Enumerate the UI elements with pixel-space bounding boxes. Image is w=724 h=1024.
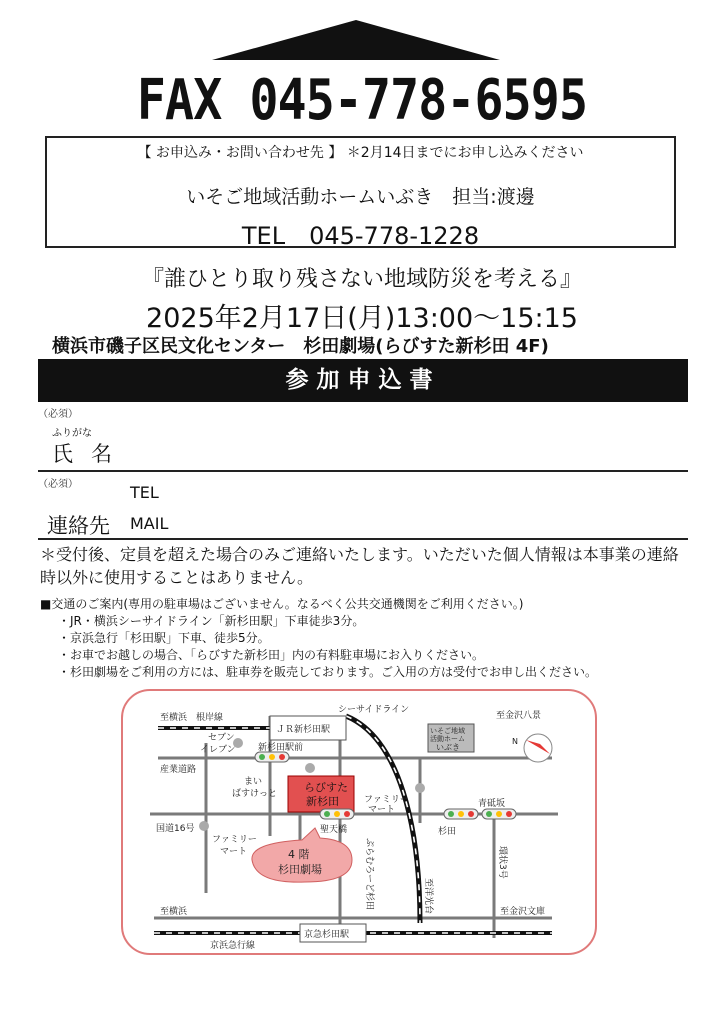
label-to-yokohama-negishi: 至横浜 根岸線 — [160, 713, 224, 723]
label-labista-2: 新杉田 — [306, 795, 339, 808]
contact-field-line[interactable] — [38, 538, 688, 540]
transport-heading: ■交通のご案内(専用の駐車場はございません。なるべく公共交通機関をご利用ください。) — [40, 597, 524, 611]
name-label: 氏名 — [52, 442, 130, 466]
label-theater: 杉田劇場 — [278, 863, 322, 876]
store-marker — [305, 763, 315, 773]
label-floor: 4 階 — [288, 848, 310, 861]
event-venue: 横浜市磯子区民文化センター 杉田劇場(らびすた新杉田 4F) — [52, 336, 549, 357]
north-compass-icon — [524, 734, 552, 762]
label-seven-2: イレブン — [200, 745, 236, 755]
label-route16: 国道16号 — [156, 824, 195, 834]
fax-number: FAX 045-778-6595 — [136, 68, 588, 133]
required-mark-contact: （必須） — [38, 479, 78, 490]
label-seijibashi: 聖天橋 — [320, 825, 348, 835]
store-marker — [199, 821, 209, 831]
roof-triangle-shape — [212, 20, 500, 60]
label-keikyu-sugita: 京急杉田駅 — [304, 930, 350, 940]
contact-box — [45, 136, 676, 248]
label-puramuro: ぷらむろーど杉田 — [364, 838, 374, 911]
label-ibuki-3: いぶき — [436, 743, 460, 752]
label-station-front: 新杉田駅前 — [258, 743, 304, 753]
privacy-notice: ＊受付後、定員を超えた場合のみご連絡いたします。いただいた個人情報は本事業の連絡時以外に使用することはありません。 — [40, 545, 679, 587]
label-kanjo3: 環状3号 — [497, 846, 507, 879]
label-north: N — [512, 737, 518, 746]
transport-item: ・お車でお越しの場合、「らびすた新杉田」内の有料駐車場にお入りください。 — [58, 648, 485, 662]
store-marker — [415, 783, 425, 793]
label-seaside-line: シーサイドライン — [338, 705, 410, 715]
label-to-yokohama: 至横浜 — [160, 907, 188, 917]
label-labista-1: らびすた — [304, 781, 348, 794]
contact-organization: いそご地域活動ホームいぶき 担当:渡邊 — [186, 186, 535, 208]
contact-header: 【 お申込み・お問い合わせ先 】 ＊2月14日までにお申し込みください — [137, 145, 584, 161]
furigana-label: ふりがな — [52, 428, 92, 439]
label-aotobazaka: 青砥坂 — [478, 799, 506, 809]
label-to-yokoko: 至洋光台 — [423, 878, 433, 915]
label-familymart-b1: ファミリー — [212, 835, 257, 845]
label-to-kanazawa-hakkei: 至金沢八景 — [496, 711, 542, 721]
label-keikyu-line: 京浜急行線 — [210, 941, 256, 951]
event-date: 2025年2月17日(月)13:00～15:15 — [146, 303, 578, 334]
label-mai-1: まい — [244, 777, 263, 787]
label-ibuki-2: 活動ホーム — [430, 735, 465, 743]
label-to-kanazawa-bunko: 至金沢文庫 — [500, 907, 546, 917]
form-title-bar: 参加申込書 — [38, 359, 688, 402]
tel-label: TEL — [130, 483, 159, 502]
label-sangyo-road: 産業道路 — [160, 765, 197, 775]
event-title: 『誰ひとり取り残さない地域防災を考える』 — [141, 267, 582, 292]
label-sugita: 杉田 — [438, 827, 457, 837]
mail-label: MAIL — [130, 514, 169, 533]
label-seven-1: セブン — [208, 733, 235, 743]
label-mai-2: ばすけっと — [232, 789, 278, 799]
transport-item: ・杉田劇場をご利用の方には、駐車券を販売しております。ご入用の方は受付でお申し出ください。 — [58, 665, 598, 679]
contact-phone: TEL 045-778-1228 — [241, 222, 480, 250]
contact-label: 連絡先 — [47, 514, 110, 538]
label-jr-station: ＪＲ新杉田駅 — [276, 725, 331, 735]
required-mark-name: （必須） — [38, 409, 78, 420]
label-familymart-a1: ファミリー — [364, 795, 409, 805]
transport-item: ・JR・横浜シーサイドライン「新杉田駅」下車徒歩3分。 — [58, 614, 365, 628]
label-familymart-a2: マート — [368, 805, 396, 815]
access-map — [120, 688, 598, 956]
label-ibuki-1: いそご地域 — [430, 727, 465, 735]
label-familymart-b2: マート — [220, 847, 248, 857]
name-field-line[interactable] — [38, 470, 688, 472]
transport-item: ・京浜急行「杉田駅」下車、徒歩5分。 — [58, 631, 270, 645]
transport-info — [40, 596, 690, 681]
